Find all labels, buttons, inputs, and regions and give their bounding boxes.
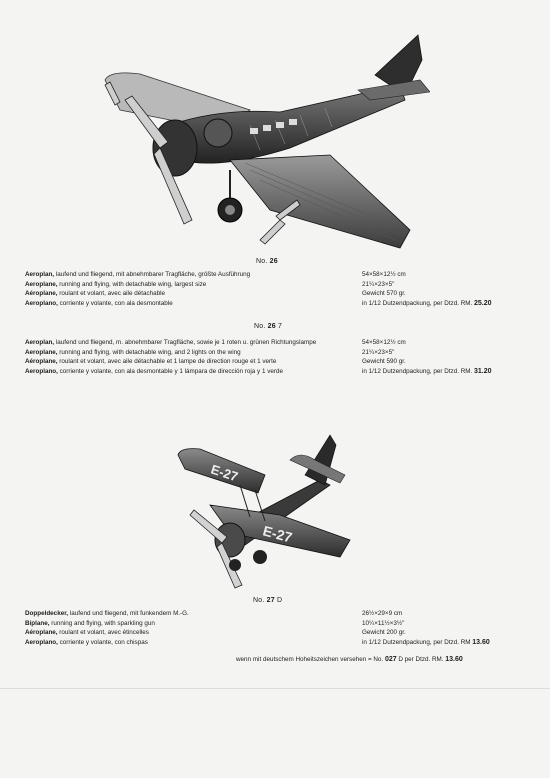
description-row: Aeroplano, corriente y volante, con ala desmontable y 1 lámpara de dirección roja y 1 verde in 1/12 Dutzendpackung, per Dtzd. RM. 31.20 xyxy=(25,367,492,375)
description-row: Aéroplane, roulant et volant, avec aile détachable et 1 lampe de direction rouge et 1 verte Gewicht 590 gr. xyxy=(25,358,406,366)
biplane-illustration xyxy=(170,425,360,590)
description-row: Aéroplane, roulant et volant, avec aile détachable Gewicht 570 gr. xyxy=(25,290,406,298)
price: 13.60 xyxy=(472,638,490,646)
description-row: Doppeldecker, laufend und fliegend, mit funkendem M.-G. 26½×29×9 cm xyxy=(25,610,403,617)
wing-marking-lower: E-27 xyxy=(261,522,294,546)
item-26-number: No. 26 xyxy=(256,258,278,265)
item-26-description xyxy=(25,270,525,308)
price: 31.20 xyxy=(474,367,492,375)
description-row: Aeroplano, corriente y volante, con ala desmontable in 1/12 Dutzendpackung, per Dtzd. RM. 25.20 xyxy=(25,299,492,307)
monoplane-illustration xyxy=(100,30,430,250)
item-26-7-number: No. 26 7 xyxy=(254,323,283,330)
description-row: Aeroplan, laufend und fliegend, mit abnehmbarer Tragfläche, größte Ausführung 54×58×12½ cm xyxy=(25,271,406,278)
page-divider xyxy=(0,688,550,689)
description-row: Aéroplane, roulant et volant, avec étincelles Gewicht 200 gr. xyxy=(25,629,406,637)
item-26-7-description xyxy=(25,338,525,376)
footnote-german-insignia: wenn mit deutschem Hoheitszeichen versehen = No. 027 D per Dtzd. RM. 13.60 xyxy=(236,656,463,663)
description-row: Aeroplane, running and flying, with detachable wing, and 2 lights on the wing 21¼×23×5" xyxy=(25,348,395,356)
price: 25.20 xyxy=(474,299,492,307)
description-row: Aeroplane, running and flying, with detachable wing, largest size 21¼×23×5" xyxy=(25,280,395,288)
item-27-number: No. 27 D xyxy=(253,597,283,604)
wing-marking-upper: E-27 xyxy=(209,461,240,485)
item-27-description xyxy=(25,609,525,647)
description-row: Aeroplano, corriente y volante, con chispas in 1/12 Dutzendpackung, per Dtzd. RM 13.60 xyxy=(25,638,490,646)
description-row: Biplane, running and flying, with sparkling gun 10¼×11½×3½" xyxy=(25,619,405,627)
description-row: Aeroplan, laufend und fliegend, m. abnehmbarer Tragfläche, sowie je 1 roten u. grünen Richtungslampe 54×58×12½ cm xyxy=(25,339,406,346)
